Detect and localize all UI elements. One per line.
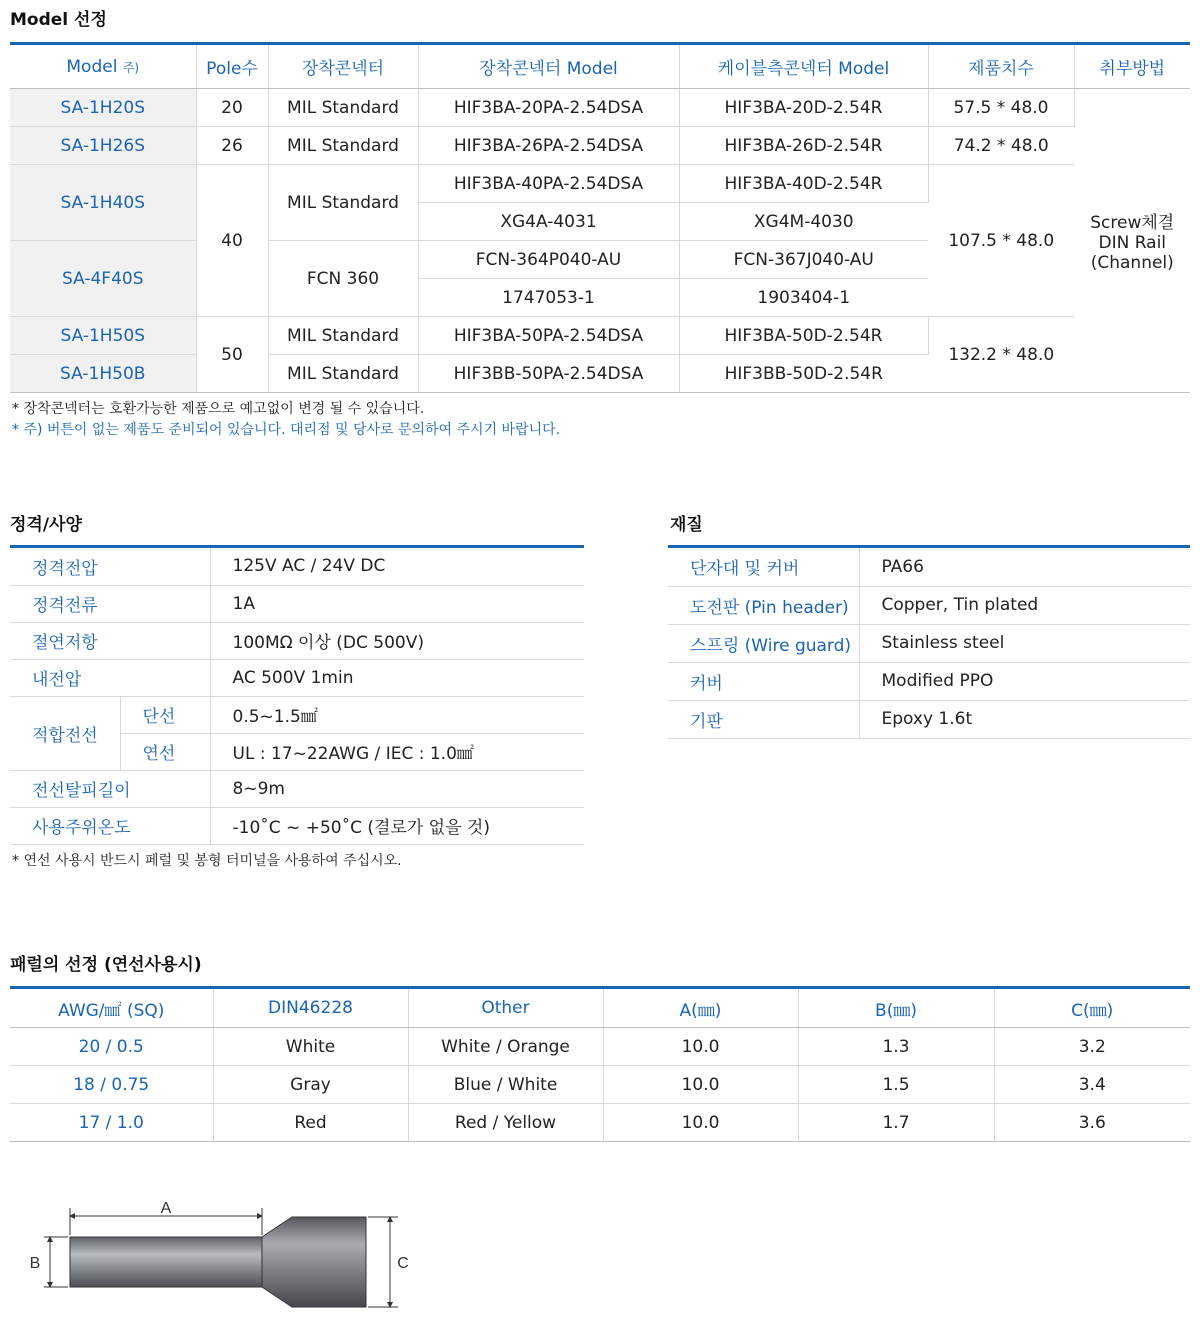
spec-note: * 연선 사용시 반드시 페럴 및 봉형 터미널을 사용하여 주십시오. [12,853,402,869]
model-note-2: * 주) 버튼이 없는 제품도 준비되어 있습니다. 대리점 및 당사로 문의하여 주시기 바랍니다. [12,422,561,438]
other-cell: Red / Yellow [408,1104,603,1142]
table-row [10,622,584,659]
connector-cell: FCN 360 [268,241,418,317]
spec-subkey: 단선 [120,696,210,733]
header-awg: AWG/㎟ (SQ) [10,989,213,1028]
material-value: PA66 [859,548,1190,586]
mounting-line: (Channel) [1090,253,1174,273]
table-row [10,770,584,807]
material-key: 스프링 (Wire guard) [668,624,859,662]
material-value: Copper, Tin plated [859,586,1190,624]
table-row [10,659,584,696]
material-value: Stainless steel [859,624,1190,662]
table-row [10,165,1190,203]
model-cell: SA-4F40S [10,241,196,317]
header-din: DIN46228 [213,989,408,1028]
table-row [10,1104,1190,1142]
b-cell: 1.7 [798,1104,994,1142]
spec-key: 사용주위온도 [10,807,210,844]
model-note-1: * 장착콘넥터는 호환가능한 제품으로 예고없이 변경 될 수 있습니다. [12,401,425,417]
pole-cell: 26 [196,127,268,165]
table-row [668,548,1190,586]
cable-model-cell: HIF3BA-20D-2.54R [679,89,928,127]
header-model: Model 주) [10,45,196,89]
awg-cell: 20 / 0.5 [10,1028,213,1066]
pole-cell: 50 [196,317,268,393]
material-key: 기판 [668,700,859,738]
other-cell: White / Orange [408,1028,603,1066]
spec-value: -10˚C ~ +50˚C (결로가 없을 것) [210,807,584,844]
awg-cell: 18 / 0.75 [10,1066,213,1104]
table-row [668,662,1190,700]
model-cell: SA-1H26S [10,127,196,165]
table-row [668,586,1190,624]
pole-cell: 20 [196,89,268,127]
spec-key-wire: 적합전선 [10,696,120,770]
spec-subkey: 연선 [120,733,210,770]
awg-cell: 17 / 1.0 [10,1104,213,1142]
table-row [10,317,1190,355]
spec-table [10,548,584,845]
ferrule-section-title: 패럴의 선정 (연선사용시) [10,955,202,975]
connector-cell: MIL Standard [268,355,418,393]
spec-value: 0.5~1.5㎟ [210,696,584,733]
spec-value: 1A [210,585,584,622]
material-key: 단자대 및 커버 [668,548,859,586]
header-dimensions: 제품치수 [928,45,1074,89]
dimension-cell: 57.5 * 48.0 [928,89,1074,127]
table-row [10,89,1190,127]
spec-key: 정격전압 [10,548,210,585]
ferrule-pin [70,1237,266,1287]
table-row [668,624,1190,662]
header-mount-connector-model: 장착콘넥터 Model [418,45,679,89]
connector-cell: MIL Standard [268,165,418,241]
din-cell: White [213,1028,408,1066]
model-cell: SA-1H20S [10,89,196,127]
c-cell: 3.6 [994,1104,1190,1142]
table-row [10,127,1190,165]
cable-model-cell: HIF3BA-50D-2.54R [679,317,928,355]
connector-cell: MIL Standard [268,127,418,165]
header-a: A(㎜) [603,989,798,1028]
spec-key: 전선탈피길이 [10,770,210,807]
table-row [10,1066,1190,1104]
mount-model-cell: 1747053-1 [418,279,679,317]
model-cell: SA-1H40S [10,165,196,241]
mount-model-cell: XG4A-4031 [418,203,679,241]
label-b: B [29,1255,41,1272]
din-cell: Gray [213,1066,408,1104]
mount-model-cell: HIF3BA-50PA-2.54DSA [418,317,679,355]
mount-model-cell: FCN-364P040-AU [418,241,679,279]
spec-key: 내전압 [10,659,210,696]
ferrule-table [10,989,1190,1142]
material-key: 커버 [668,662,859,700]
label-c: C [397,1255,409,1272]
mounting-line: Screw체결 [1090,213,1175,233]
cable-model-cell: HIF3BA-26D-2.54R [679,127,928,165]
dimension-cell: 74.2 * 48.0 [928,127,1074,165]
table-row [10,696,584,733]
connector-cell: MIL Standard [268,89,418,127]
header-mount-connector: 장착콘넥터 [268,45,418,89]
mount-model-cell: HIF3BA-20PA-2.54DSA [418,89,679,127]
dimension-cell: 132.2 * 48.0 [928,317,1074,393]
b-cell: 1.5 [798,1066,994,1104]
material-section-title: 재질 [670,515,703,535]
mounting-line: DIN Rail [1098,233,1167,253]
mount-model-cell: HIF3BB-50PA-2.54DSA [418,355,679,393]
spec-section-title: 정격/사양 [10,515,82,535]
material-value: Epoxy 1.6t [859,700,1190,738]
model-table [10,45,1190,393]
spec-value: AC 500V 1min [210,659,584,696]
table-row [10,807,584,844]
a-cell: 10.0 [603,1066,798,1104]
cable-model-cell: FCN-367J040-AU [679,241,928,279]
ferrule-table-header [10,989,1190,1028]
mounting-cell [1074,89,1190,393]
pole-cell: 40 [196,165,268,317]
table-row [10,548,584,585]
cable-model-cell: XG4M-4030 [679,203,928,241]
mount-model-cell: HIF3BA-26PA-2.54DSA [418,127,679,165]
cable-model-cell: 1903404-1 [679,279,928,317]
c-cell: 3.2 [994,1028,1190,1066]
model-cell: SA-1H50S [10,317,196,355]
other-cell: Blue / White [408,1066,603,1104]
header-b: B(㎜) [798,989,994,1028]
table-row [10,585,584,622]
model-section-title: Model 선정 [10,10,107,30]
header-mounting: 취부방법 [1074,45,1190,89]
table-row [10,1028,1190,1066]
label-a: A [160,1200,172,1217]
a-cell: 10.0 [603,1104,798,1142]
model-cell: SA-1H50B [10,355,196,393]
spec-key: 절연저항 [10,622,210,659]
model-table-header [10,45,1190,89]
spec-value: 100MΩ 이상 (DC 500V) [210,622,584,659]
spec-key: 정격전류 [10,585,210,622]
a-cell: 10.0 [603,1028,798,1066]
material-key: 도전판 (Pin header) [668,586,859,624]
spec-value: 125V AC / 24V DC [210,548,584,585]
material-table [668,548,1190,739]
table-row [668,700,1190,738]
ferrule-dimension-diagram [20,1190,440,1330]
cable-model-cell: HIF3BA-40D-2.54R [679,165,928,203]
c-cell: 3.4 [994,1066,1190,1104]
spec-value: UL : 17~22AWG / IEC : 1.0㎟ [210,733,584,770]
b-cell: 1.3 [798,1028,994,1066]
ferrule-sleeve [262,1217,366,1307]
mount-model-cell: HIF3BA-40PA-2.54DSA [418,165,679,203]
header-pole: Pole수 [196,45,268,89]
dimension-cell: 107.5 * 48.0 [928,165,1074,317]
header-cable-connector-model: 케이블측콘넥터 Model [679,45,928,89]
material-value: Modified PPO [859,662,1190,700]
header-other: Other [408,989,603,1028]
cable-model-cell: HIF3BB-50D-2.54R [679,355,928,393]
spec-value: 8~9m [210,770,584,807]
din-cell: Red [213,1104,408,1142]
header-c: C(㎜) [994,989,1190,1028]
connector-cell: MIL Standard [268,317,418,355]
